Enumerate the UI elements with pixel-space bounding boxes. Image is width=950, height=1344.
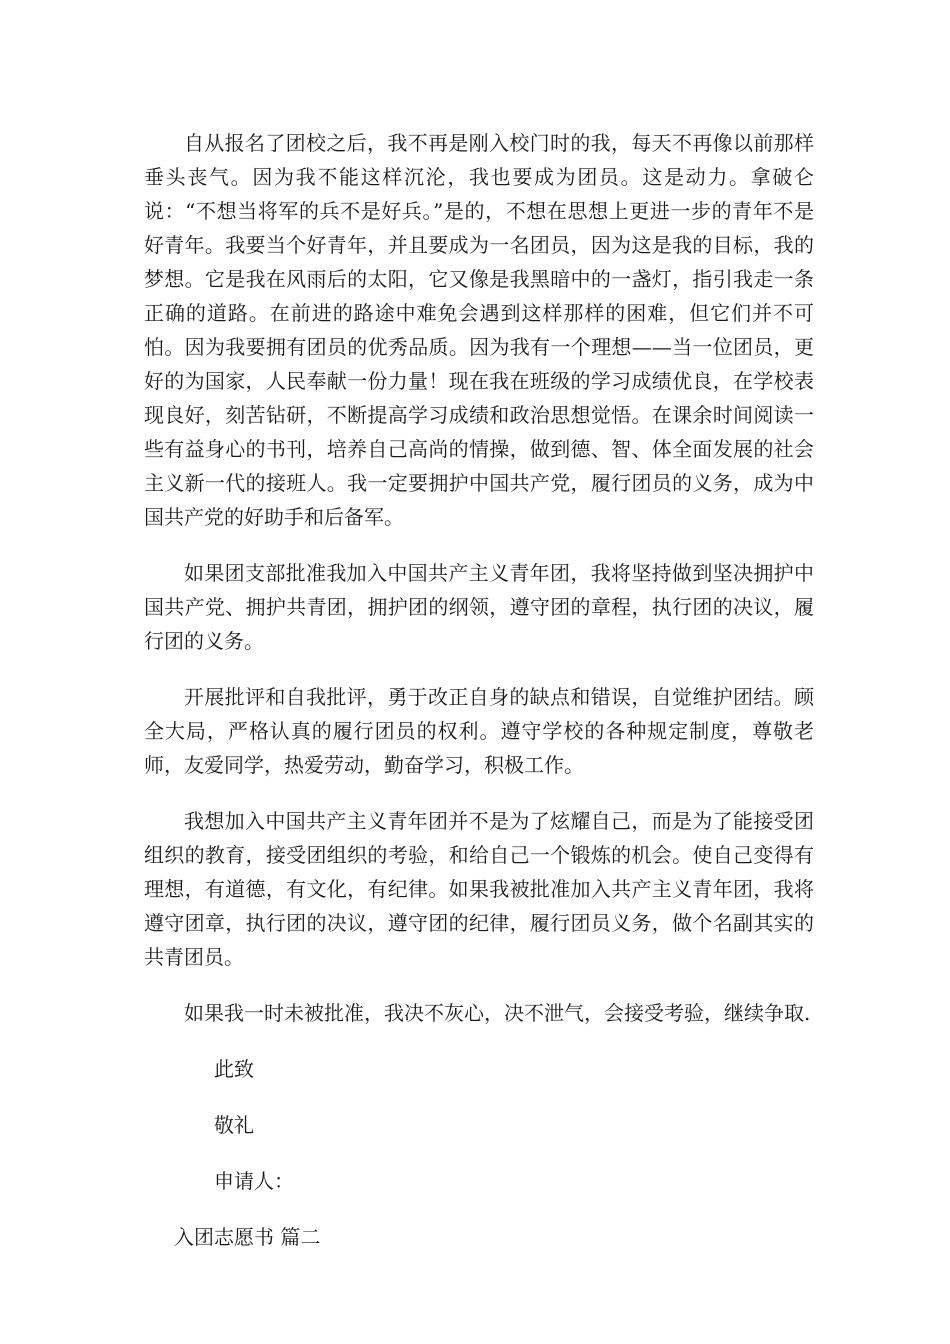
salutation-text: 敬礼 [214,1113,254,1137]
paragraph-3: 开展批评和自我批评，勇于改正自身的缺点和错误，自觉维护团结。顾全大局，严格认真的履行团员的权利。遵守学校的各种规定制度，尊敬老师，友爱同学，热爱劳动，勤奋学习，积极工作。 [144,685,814,777]
paragraph-5: 如果我一时未被批准，我决不灰心，决不泄气，会接受考验，继续争取. [184,1001,811,1025]
section-heading: 入团志愿书 篇二 [174,1225,321,1249]
closing-text: 此致 [214,1057,254,1081]
document-body [144,126,814,1254]
paragraph-2: 如果团支部批准我加入中国共产主义青年团，我将坚持做到坚决拥护中国共产党、拥护共青团，拥护团的纲领，遵守团的章程，执行团的决议，履行团的义务。 [144,561,814,653]
paragraph-1: 自从报名了团校之后，我不再是刚入校门时的我，每天不再像以前那样垂头丧气。因为我不能这样沉沦，我也要成为团员。这是动力。拿破仑说：“不想当将军的兵不是好兵。”是的，不想在思想上更进一步的青年不是好青年。我要当个好青年，并且要成为一名团员，因为这是我的目标，我的梦想。它是我在风雨后的太阳，它又像是我黑暗中的一盏灯，指引我走一条正确的道路。在前进的路途中难免会遇到这样那样的困难，但它们并不可怕。因为我要拥有团员的优秀品质。因为我有一个理想——当一位团员，更好的为国家，人民奉献一份力量！现在我在班级的学习成绩优良，在学校表现良好，刻苦钻研，不断提高学习成绩和政治思想觉悟。在课余时间阅读一些有益身心的书刊，培养自己高尚的情操，做到德、智、体全面发展的社会主义新一代的接班人。我一定要拥护中国共产党，履行团员的义务，成为中国共产党的好助手和后备军。 [144,131,814,529]
paragraph-4: 我想加入中国共产主义青年团并不是为了炫耀自己，而是为了能接受团组织的教育，接受团组织的考验，和给自己一个锻炼的机会。使自己变得有理想，有道德，有文化，有纪律。如果我被批准加入共产主义青年团，我将遵守团章，执行团的决议，遵守团的纪律，履行团员义务，做个名副其实的共青团员。 [144,809,814,969]
applicant-label: 申请人： [214,1169,294,1193]
